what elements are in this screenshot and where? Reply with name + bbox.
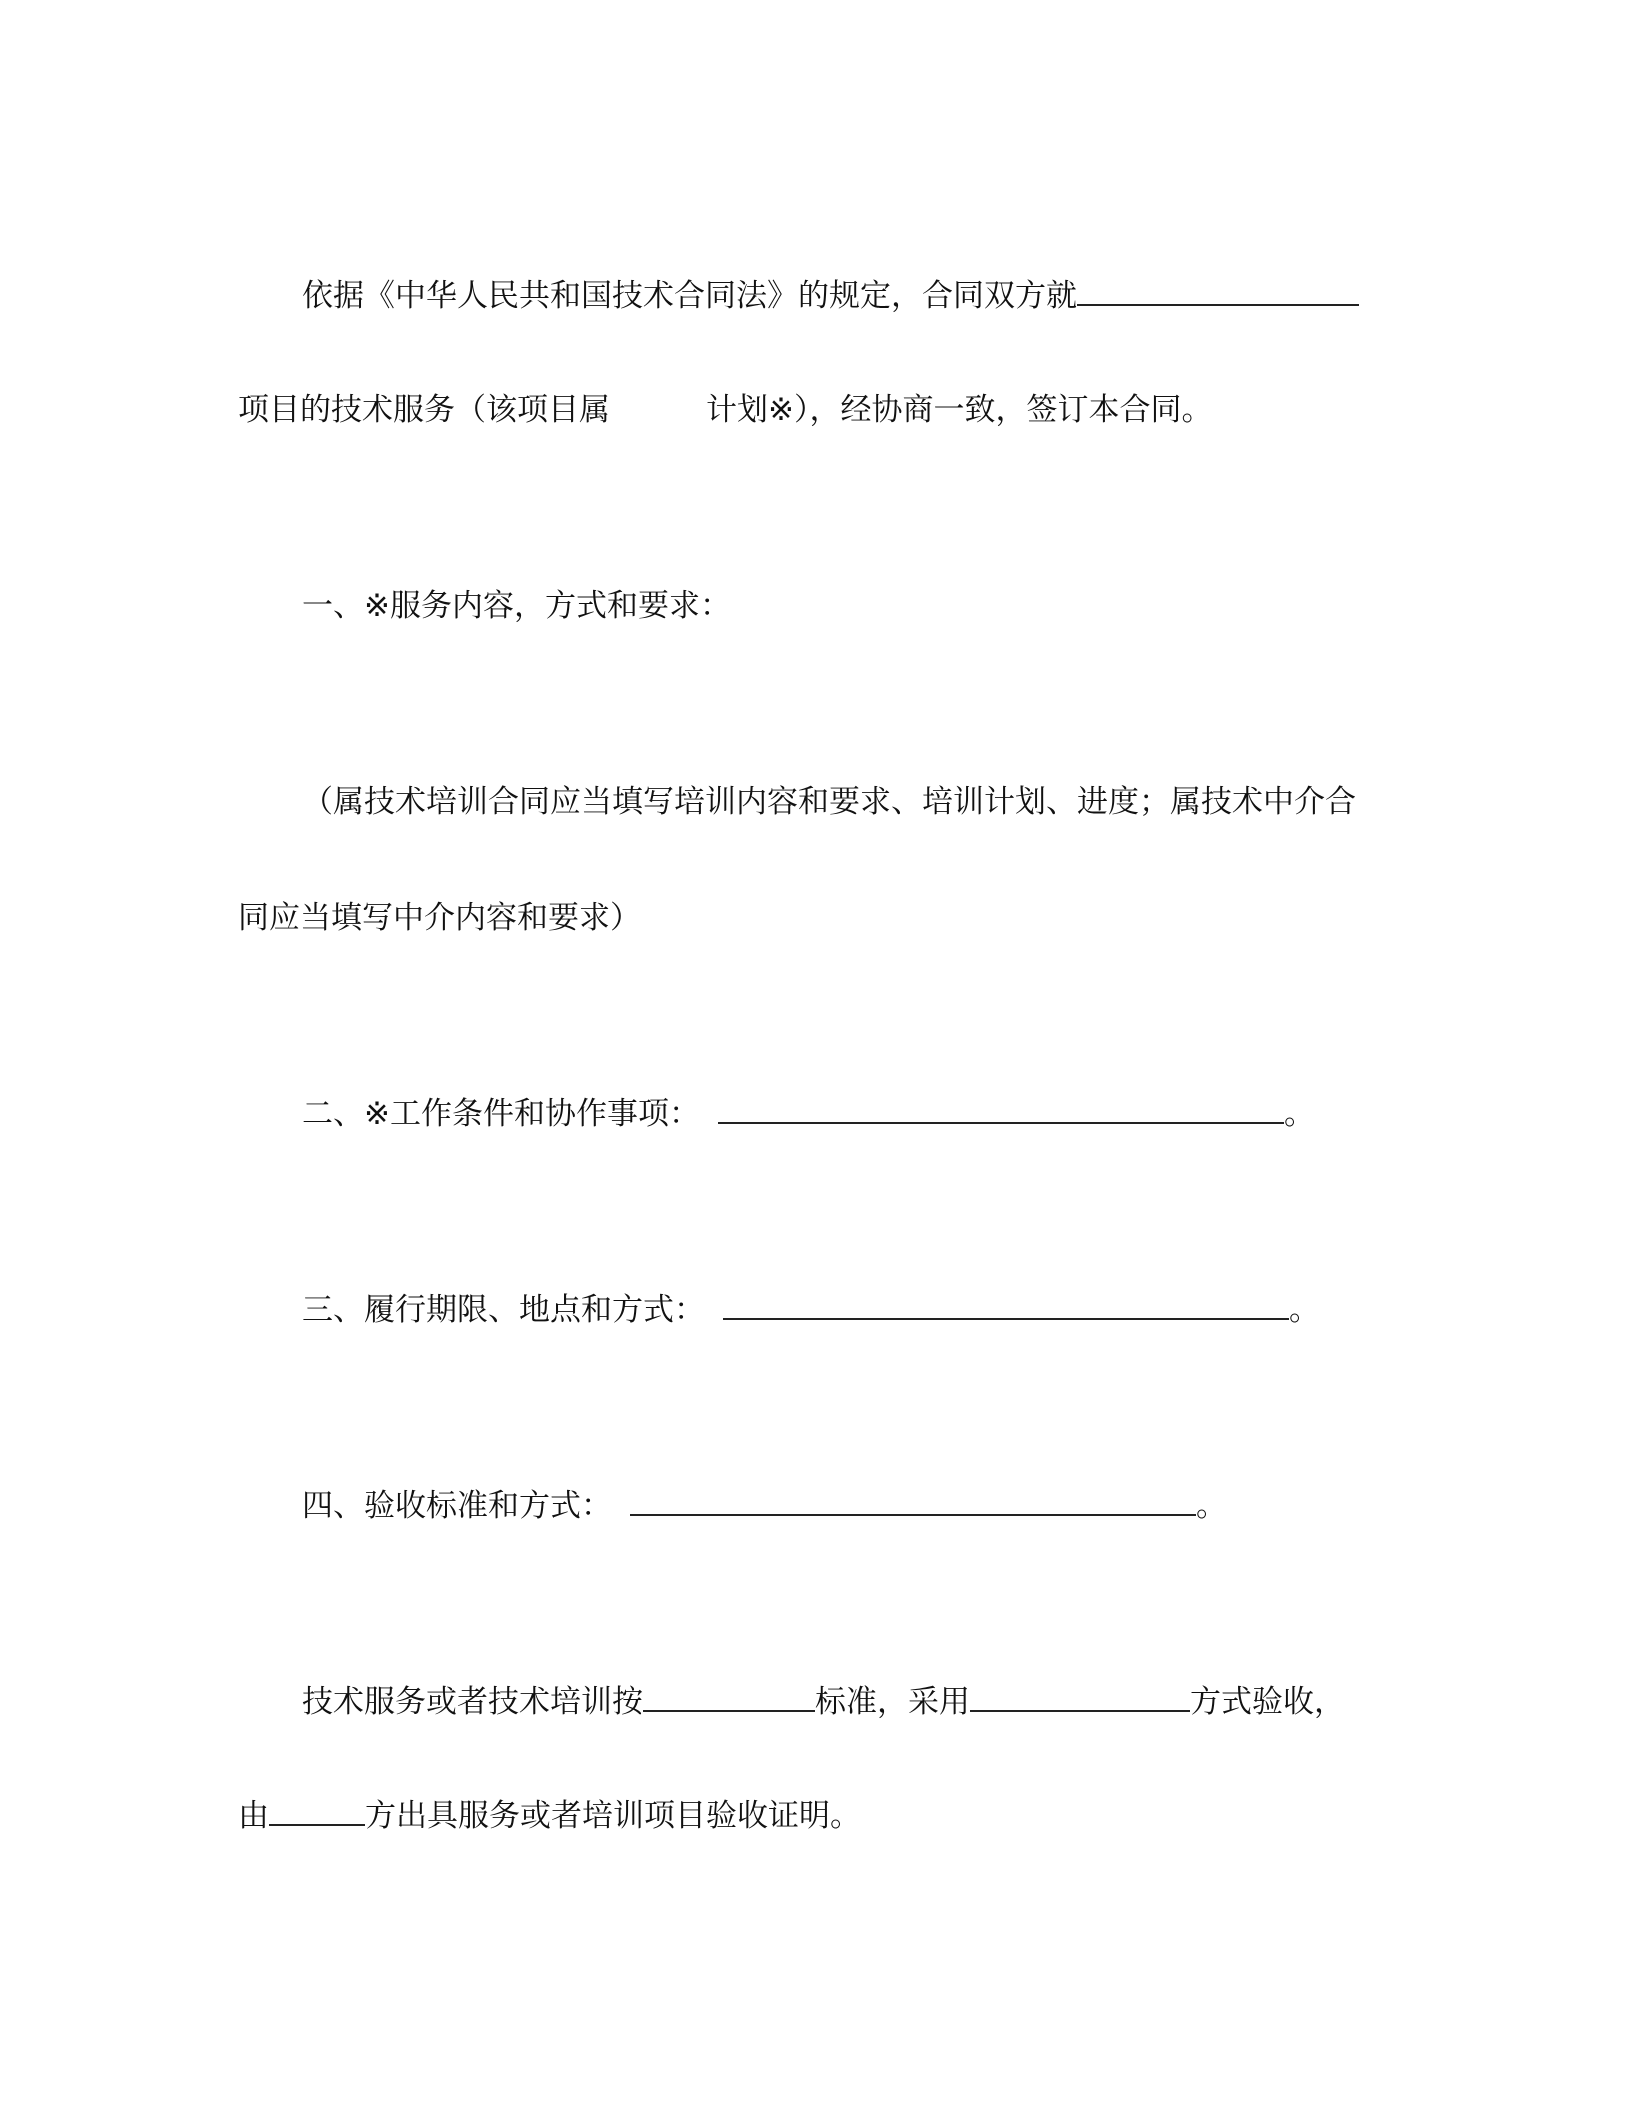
work-conditions-field[interactable] — [718, 1092, 1284, 1124]
section2-line — [302, 1092, 1315, 1136]
intro-text-1: 依据《中华人民共和国技术合同法》的规定，合同双方就 — [302, 278, 1077, 314]
standard-field[interactable] — [643, 1680, 815, 1712]
acceptance-standard-field[interactable] — [630, 1484, 1196, 1516]
acceptance-text-5: 方出具服务或者培训项目验收证明。 — [365, 1798, 861, 1834]
section1-note-text-2: 同应当填写中介内容和要求） — [238, 900, 641, 936]
section1-note-line-1 — [302, 780, 1356, 824]
section1-heading-text: 一、※服务内容，方式和要求： — [302, 588, 731, 624]
section3-label: 三、履行期限、地点和方式： — [302, 1292, 705, 1328]
intro-line-2 — [238, 388, 1212, 432]
acceptance-text-1: 技术服务或者技术培训按 — [302, 1684, 643, 1720]
acceptance-text-3: 方式验收， — [1190, 1684, 1345, 1720]
section1-note-text-1: （属技术培训合同应当填写培训内容和要求、培训计划、进度；属技术中介合 — [302, 784, 1356, 820]
project-name-field[interactable] — [1077, 274, 1359, 306]
section4-line — [302, 1484, 1227, 1528]
term-location-method-field[interactable] — [723, 1288, 1289, 1320]
section4-label: 四、验收标准和方式： — [302, 1488, 612, 1524]
intro-line-1 — [302, 274, 1359, 318]
section4-end: 。 — [1196, 1488, 1227, 1524]
section1-note-line-2 — [238, 896, 641, 940]
acceptance-line-1 — [302, 1680, 1345, 1724]
section3-line — [302, 1288, 1320, 1332]
acceptance-line-2 — [238, 1794, 861, 1838]
acceptance-text-4: 由 — [238, 1798, 269, 1834]
section2-end: 。 — [1283, 1096, 1315, 1132]
section2-label: 二、※工作条件和协作事项： — [302, 1096, 700, 1132]
issuing-party-field[interactable] — [269, 1794, 365, 1826]
intro-text-2b: 计划※），经协商一致，签订本合同。 — [706, 392, 1213, 428]
method-field[interactable] — [970, 1680, 1190, 1712]
acceptance-text-2: 标准，采用 — [815, 1684, 970, 1720]
section1-heading — [302, 584, 731, 628]
section3-end: 。 — [1289, 1292, 1320, 1328]
intro-text-2a: 项目的技术服务（该项目属 — [238, 392, 610, 428]
